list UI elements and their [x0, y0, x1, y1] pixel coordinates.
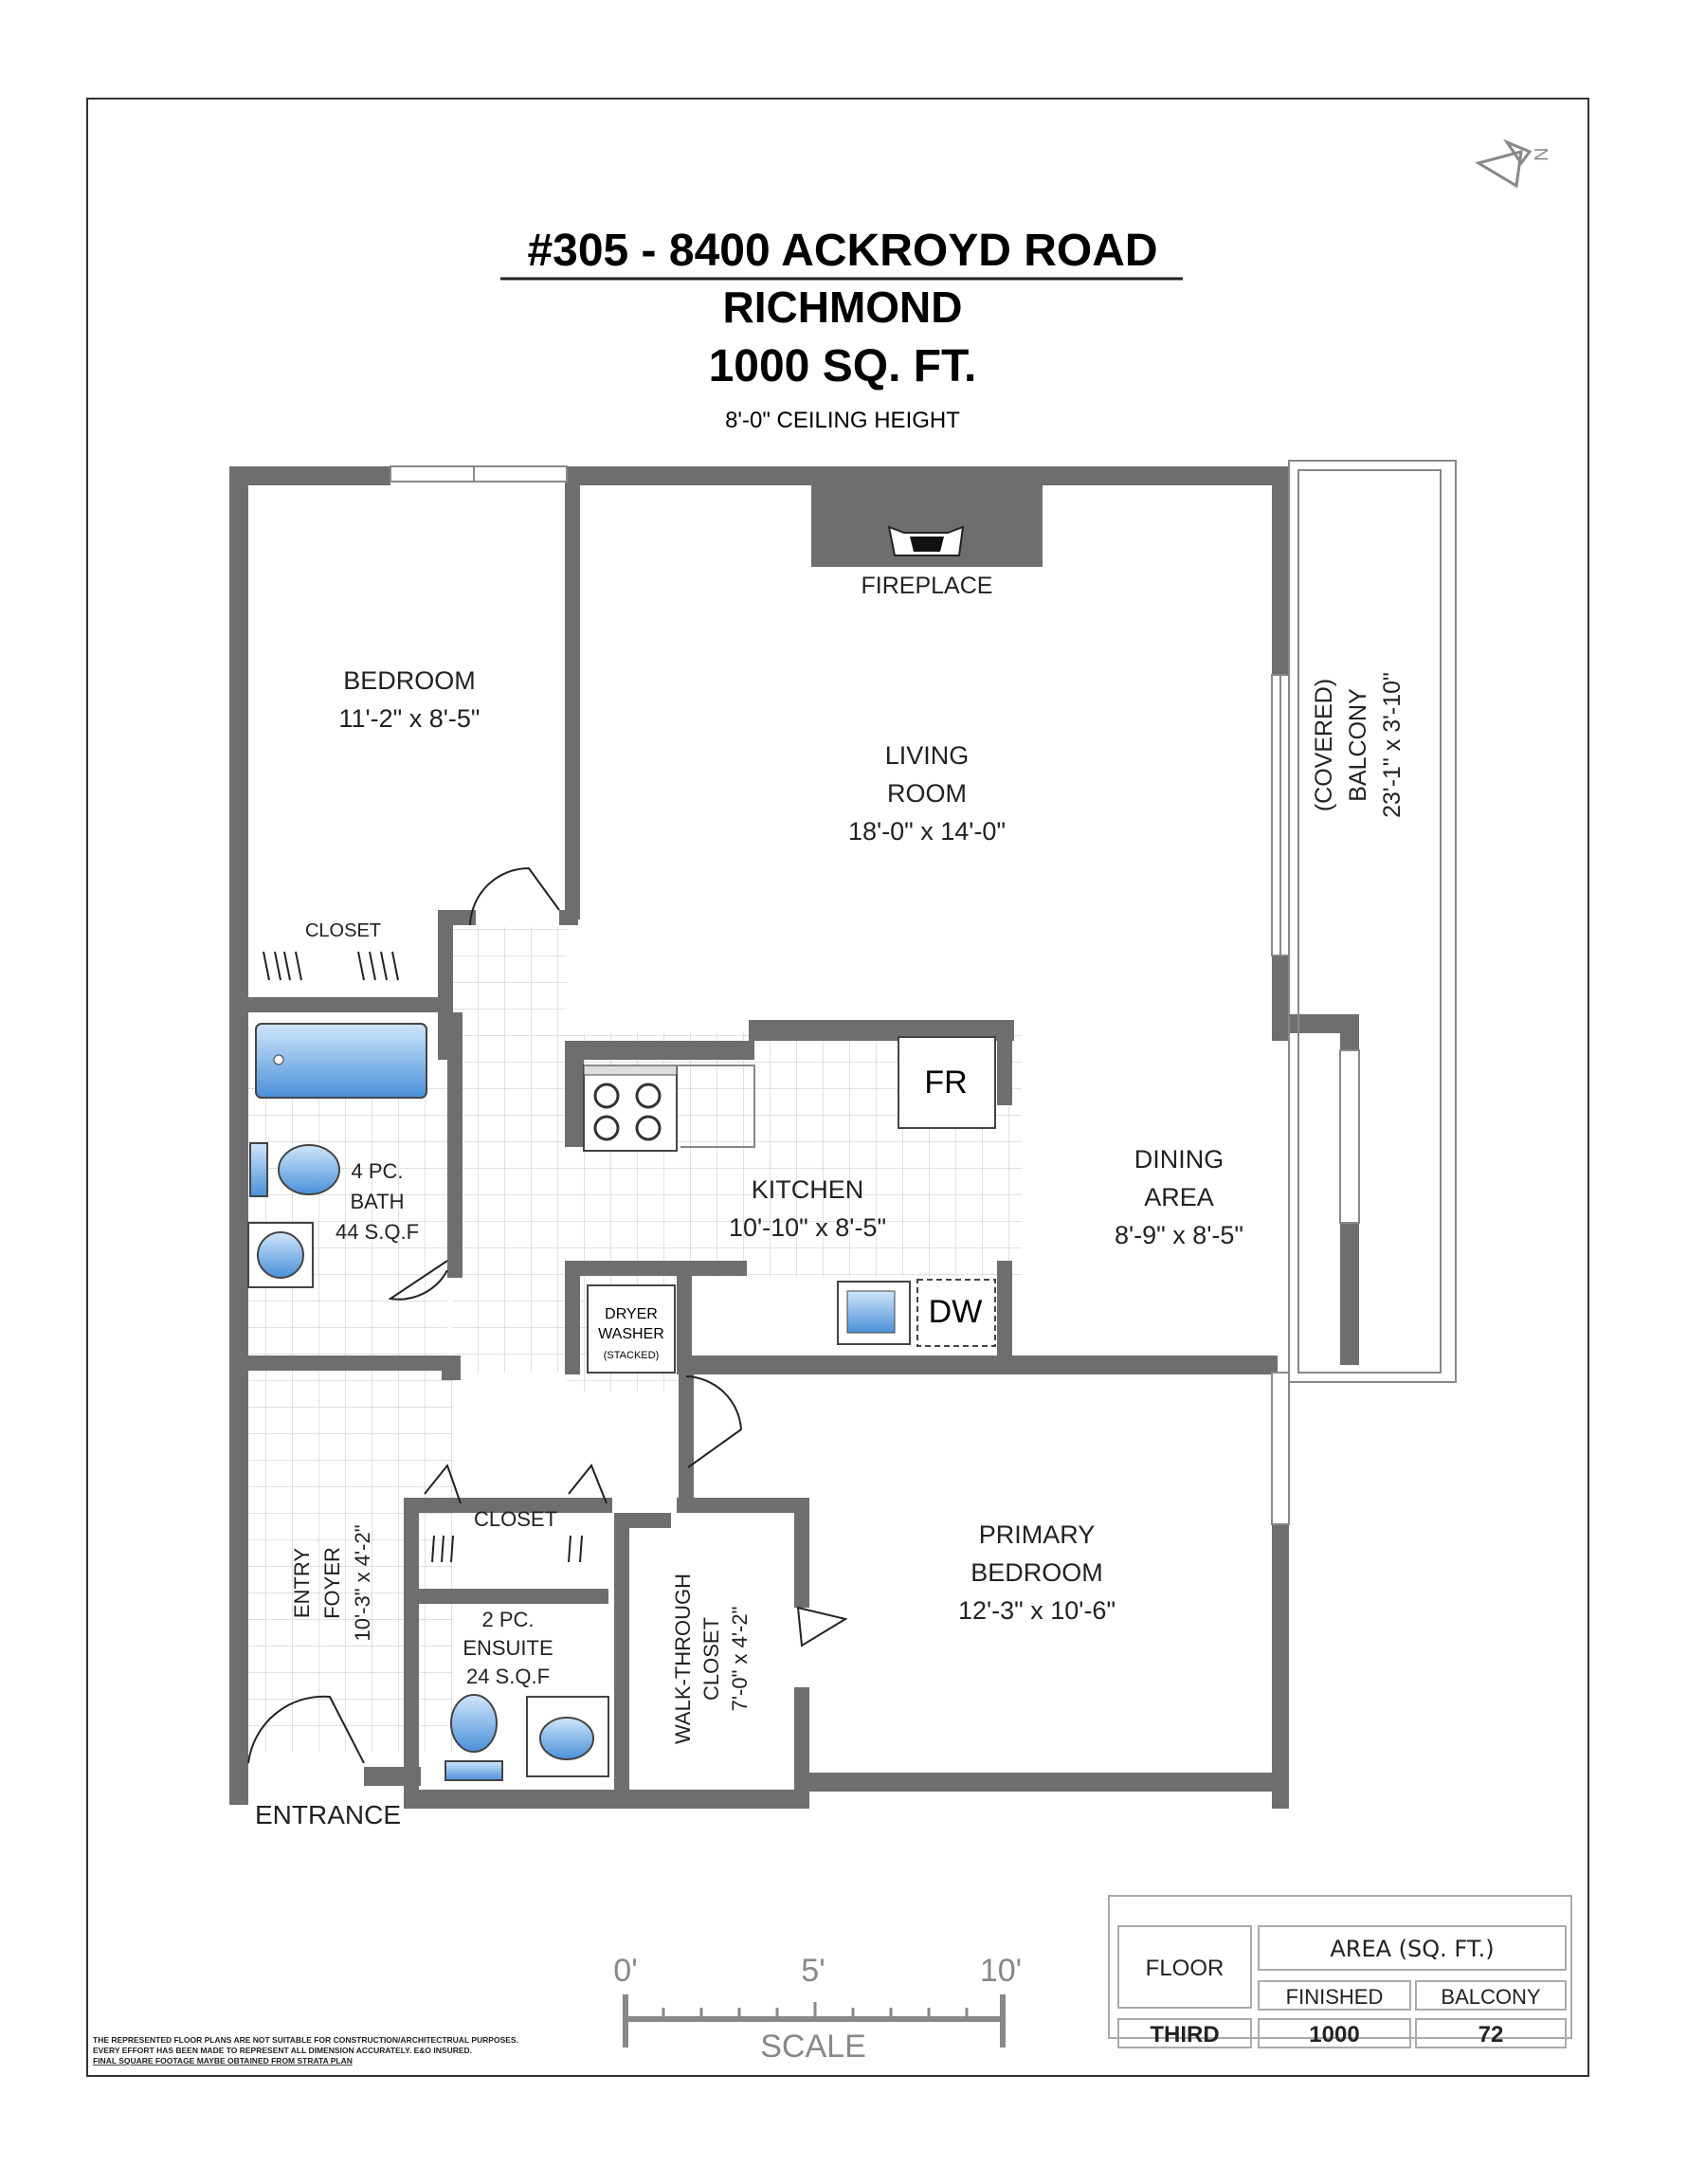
- foyer-size: 10'-3" x 4'-2": [351, 1524, 374, 1642]
- primary-name-1: PRIMARY: [978, 1520, 1096, 1549]
- walk-closet-name-2: CLOSET: [699, 1616, 723, 1702]
- primary-size: 12'-3" x 10'-6": [957, 1596, 1116, 1625]
- table-finished-header: FINISHED: [1285, 1985, 1384, 2009]
- washer-dryer-icon: [588, 1285, 675, 1373]
- stove-icon: [584, 1065, 677, 1151]
- scale-label: SCALE: [760, 2029, 866, 2065]
- bath-sink-icon: [248, 1223, 313, 1287]
- disclaimer-line-1: THE REPRESENTED FLOOR PLANS ARE NOT SUITABLE FOR CONSTRUCTION/ARCHITECTRUAL PURPOSES.: [93, 2035, 518, 2045]
- bedroom-closet-label: CLOSET: [304, 920, 382, 941]
- city-title: RICHMOND: [722, 282, 963, 332]
- dishwasher-icon: [917, 1280, 995, 1346]
- ensuite-name-1: 2 PC.: [481, 1608, 535, 1631]
- dining-size: 8'-9" x 8'-5": [1114, 1221, 1244, 1249]
- ensuite-name-2: ENSUITE: [463, 1636, 553, 1660]
- table-floor-value: THIRD: [1150, 2022, 1220, 2048]
- table-balcony-value: 72: [1478, 2022, 1504, 2048]
- bathtub-icon: [256, 1024, 426, 1098]
- laundry-label-2: WASHER: [598, 1326, 664, 1342]
- balcony-name-1: (COVERED): [1311, 678, 1337, 812]
- area-title: 1000 SQ. FT.: [708, 341, 977, 391]
- walk-closet-size: 7'-0" x 4'-2": [728, 1606, 752, 1712]
- balcony-size: 23'-1" x 3'-10": [1379, 672, 1406, 818]
- scale-tick-0: 0': [613, 1953, 638, 1989]
- primary-name-2: BEDROOM: [970, 1558, 1103, 1587]
- fireplace-label: FIREPLACE: [861, 573, 993, 599]
- dining-name-2: AREA: [1144, 1183, 1214, 1211]
- laundry-label-1: DRYER: [605, 1306, 658, 1322]
- entrance-label: ENTRANCE: [254, 1800, 402, 1829]
- hall-closet-label: CLOSET: [473, 1507, 558, 1531]
- foyer-name-1: ENTRY: [290, 1547, 314, 1619]
- fridge-icon: [898, 1037, 995, 1128]
- bedroom-size: 11'-2" x 8'-5": [338, 704, 481, 733]
- table-balcony-header: BALCONY: [1441, 1985, 1541, 2009]
- scale-tick-10: 10': [979, 1953, 1023, 1989]
- table-floor-header: FLOOR: [1145, 1956, 1224, 1981]
- scale-tick-5: 5': [801, 1953, 825, 1989]
- dining-name-1: DINING: [1134, 1145, 1224, 1174]
- north-label: N: [1532, 147, 1552, 161]
- living-name-2: ROOM: [887, 779, 967, 808]
- bath-name-1: 4 PC.: [351, 1159, 404, 1183]
- scale-bar: [613, 1953, 1022, 2065]
- balcony-name-2: BALCONY: [1345, 688, 1371, 802]
- disclaimer-line-3: FINAL SQUARE FOOTAGE MAYBE OBTAINED FROM STRATA PLAN: [93, 2056, 353, 2066]
- kitchen-name: KITCHEN: [751, 1175, 864, 1204]
- dishwasher-label: DW: [928, 1294, 983, 1330]
- ensuite-size: 24 S.Q.F: [465, 1665, 551, 1688]
- living-name-1: LIVING: [884, 741, 970, 770]
- disclaimer-line-2: EVERY EFFORT HAS BEEN MADE TO REPRESENT ALL DIMENSION ACCURATELY. E&O INSURED.: [93, 2046, 473, 2055]
- ensuite-sink-icon: [527, 1697, 608, 1776]
- ceiling-height: 8'-0" CEILING HEIGHT: [725, 408, 960, 433]
- kitchen-size: 10'-10" x 8'-5": [728, 1213, 887, 1242]
- table-area-header: AREA (SQ. FT.): [1330, 1936, 1495, 1962]
- north-arrow-icon: [1478, 142, 1552, 186]
- table-finished-value: 1000: [1309, 2022, 1360, 2048]
- fridge-label: FR: [924, 1065, 968, 1101]
- foyer-name-2: FOYER: [320, 1547, 344, 1619]
- bedroom-name: BEDROOM: [343, 666, 476, 695]
- disclaimer: [93, 2035, 518, 2066]
- ensuite-toilet-icon: [445, 1695, 502, 1780]
- laundry-label-3: (STACKED): [603, 1350, 660, 1361]
- address-title: #305 - 8400 ACKROYD ROAD: [527, 226, 1158, 276]
- balcony-outline: [1289, 461, 1456, 1382]
- walk-closet-name-1: WALK-THROUGH: [671, 1573, 695, 1745]
- bath-name-2: BATH: [350, 1190, 405, 1213]
- kitchen-sink-icon: [838, 1282, 910, 1344]
- living-size: 18'-0" x 14'-0": [847, 817, 1007, 846]
- bath-size: 44 S.Q.F: [335, 1220, 420, 1244]
- toilet-icon: [250, 1143, 339, 1196]
